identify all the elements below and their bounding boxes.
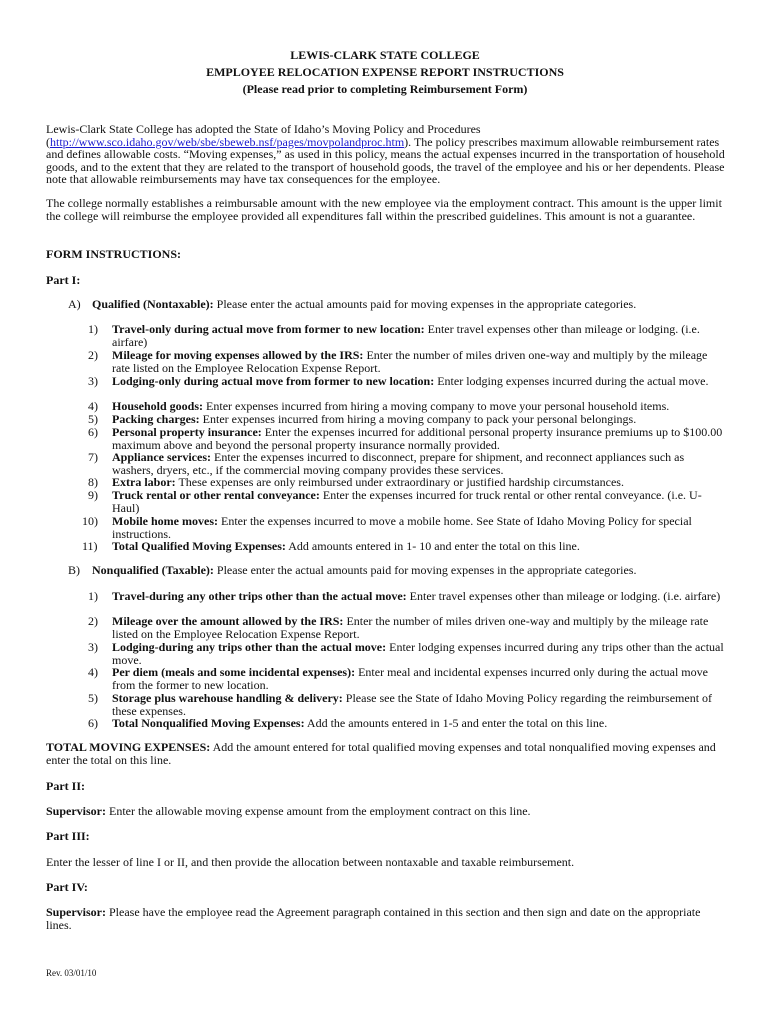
qualified-item-title: Extra labor: <box>112 475 176 489</box>
qualified-item <box>112 540 727 553</box>
moving-policy-link[interactable]: http://www.sco.idaho.gov/web/sbe/sbeweb.nsf/pages/movpolandproc.htm <box>50 134 405 149</box>
intro-text-a: Lewis-Clark State College has adopted the State of Idaho’s Moving Policy and Procedures ( <box>46 122 481 149</box>
qualified-item-title: Personal property insurance: <box>112 425 262 439</box>
qualified-item-number: 9) <box>88 488 98 502</box>
total-bold: TOTAL MOVING EXPENSES: <box>46 740 211 754</box>
qualified-item <box>112 476 727 489</box>
qualified-item-title: Packing charges: <box>112 412 200 426</box>
qualified-item-desc: Enter the expenses incurred for additional personal property insurance premiums up to $100.00 maximum above and beyond the personal property insurance normally provided. <box>112 425 723 452</box>
qualified-item-desc: Enter expenses incurred from hiring a moving company to move your personal household items. <box>203 399 670 413</box>
section-b-text <box>92 564 722 577</box>
section-a-desc: Please enter the actual amounts paid for moving expenses in the appropriate categories. <box>213 297 637 311</box>
form-instructions-heading: FORM INSTRUCTIONS: <box>46 247 182 261</box>
qualified-item-number: 5) <box>88 412 98 426</box>
qualified-item-desc: Enter the expenses incurred to disconnect, prepare for shipment, and reconnect appliances such as washers, dryers, etc., if the commercial moving company provides these services. <box>112 450 685 477</box>
qualified-item-number: 4) <box>88 399 98 413</box>
nonqualified-item-title: Mileage over the amount allowed by the IRS: <box>112 614 344 628</box>
nonqualified-item <box>112 666 727 691</box>
document-subtitle: (Please read prior to completing Reimbursement Form) <box>242 82 528 96</box>
part4-text <box>46 906 728 931</box>
revision-date: Rev. 03/01/10 <box>46 968 97 978</box>
qualified-item-desc: Enter the expenses incurred for truck rental or other rental conveyance. (i.e. U-Haul) <box>112 488 702 515</box>
qualified-item-number: 1) <box>88 322 98 336</box>
part2-desc: Enter the allowable moving expense amount from the employment contract on this line. <box>106 804 531 818</box>
qualified-item <box>112 413 727 426</box>
qualified-item <box>112 349 727 374</box>
nonqualified-item-desc: Add the amounts entered in 1-5 and enter the total on this line. <box>304 716 608 730</box>
total-text: Add the amount entered for total qualified moving expenses and total nonqualified moving expenses and enter the total on this line. <box>46 740 716 767</box>
part4-bold: Supervisor: <box>46 905 106 919</box>
intro-paragraph-1 <box>46 123 728 186</box>
part4-heading: Part IV: <box>46 880 88 894</box>
nonqualified-item <box>112 692 727 717</box>
part3-heading: Part III: <box>46 829 90 843</box>
qualified-item <box>112 375 727 388</box>
part2-heading: Part II: <box>46 779 85 793</box>
section-b-bold: Nonqualified (Taxable): <box>92 563 214 577</box>
nonqualified-item-title: Travel-during any other trips other than the actual move: <box>112 589 407 603</box>
section-a-bold: Qualified (Nontaxable): <box>92 297 214 311</box>
qualified-item <box>112 400 727 413</box>
qualified-item-title: Total Qualified Moving Expenses: <box>112 539 286 553</box>
qualified-item-title: Travel-only during actual move from former to new location: <box>112 322 425 336</box>
qualified-item-title: Mobile home moves: <box>112 514 218 528</box>
nonqualified-item-title: Total Nonqualified Moving Expenses: <box>112 716 305 730</box>
qualified-item-title: Household goods: <box>112 399 204 413</box>
qualified-item <box>112 515 727 540</box>
section-a-text <box>92 298 722 311</box>
qualified-item-number: 10) <box>82 514 98 528</box>
qualified-item <box>112 426 727 451</box>
qualified-item-desc: Enter the number of miles driven one-way and multiply by the mileage rate listed on the Employee Relocation Expense Report. <box>112 348 708 375</box>
qualified-item-title: Mileage for moving expenses allowed by the IRS: <box>112 348 364 362</box>
total-moving-expenses <box>46 741 728 766</box>
nonqualified-item-desc: Please see the State of Idaho Moving Policy regarding the reimbursement of these expenses. <box>112 691 713 718</box>
nonqualified-item-title: Lodging-during any trips other than the actual move: <box>112 640 387 654</box>
qualified-item-desc: Enter travel expenses other than mileage or lodging. (i.e. airfare) <box>112 322 700 349</box>
nonqualified-item <box>112 590 727 603</box>
nonqualified-item-number: 2) <box>88 614 98 628</box>
nonqualified-item-desc: Enter the number of miles driven one-way and multiply by the mileage rate listed on the Employee Relocation Expense Report. <box>112 614 709 641</box>
qualified-item-title: Appliance services: <box>112 450 211 464</box>
section-b-label: B) <box>68 563 80 577</box>
qualified-item-number: 11) <box>82 539 98 553</box>
nonqualified-item-number: 6) <box>88 716 98 730</box>
qualified-item-number: 8) <box>88 475 98 489</box>
college-title: LEWIS-CLARK STATE COLLEGE <box>290 48 480 62</box>
nonqualified-item-number: 4) <box>88 665 98 679</box>
section-a-label: A) <box>68 297 81 311</box>
nonqualified-item-title: Per diem (meals and some incidental expenses): <box>112 665 356 679</box>
document-title: EMPLOYEE RELOCATION EXPENSE REPORT INSTRUCTIONS <box>206 65 564 79</box>
qualified-item-desc: These expenses are only reimbursed under extraordinary or justified hardship circumstances. <box>175 475 624 489</box>
qualified-item-number: 6) <box>88 425 98 439</box>
qualified-item <box>112 323 727 348</box>
qualified-item-desc: Add amounts entered in 1- 10 and enter the total on this line. <box>285 539 580 553</box>
qualified-item-desc: Enter the expenses incurred to move a mobile home. See State of Idaho Moving Policy for special instructions. <box>112 514 692 541</box>
nonqualified-item-desc: Enter travel expenses other than mileage or lodging. (i.e. airfare) <box>406 589 721 603</box>
section-b-desc: Please enter the actual amounts paid for moving expenses in the appropriate categories. <box>213 563 637 577</box>
qualified-item-number: 7) <box>88 450 98 464</box>
nonqualified-item-desc: Enter lodging expenses incurred during any trips other than the actual move. <box>112 640 724 667</box>
qualified-item <box>112 489 727 514</box>
qualified-item-number: 2) <box>88 348 98 362</box>
intro-text-b: ). The policy prescribes maximum allowable reimbursement rates and defines allowable costs. “Moving expenses,” as used in this policy, means the actual expenses incurred in the transportation of household goods, and to the extent that they are related to the transport of household goods, the travel of the employee and his or her dependents. Please note that allowable reimbursements may have tax consequences for the employee. <box>46 134 725 187</box>
qualified-item-number: 3) <box>88 374 98 388</box>
nonqualified-item-title: Storage plus warehouse handling & delivery: <box>112 691 343 705</box>
qualified-item-title: Lodging-only during actual move from former to new location: <box>112 374 435 388</box>
qualified-item-desc: Enter lodging expenses incurred during the actual move. <box>434 374 709 388</box>
qualified-item-title: Truck rental or other rental conveyance: <box>112 488 320 502</box>
intro-paragraph-2: The college normally establishes a reimbursable amount with the new employee via the employment contract. This amount is the upper limit the college will reimburse the employee provided all expenditures fall within the prescribed guidelines. This amount is not a guarantee. <box>46 196 722 223</box>
nonqualified-item-desc: Enter meal and incidental expenses incurred only during the actual move from the former to new location. <box>112 665 708 692</box>
part1-heading: Part I: <box>46 273 81 287</box>
nonqualified-item-number: 1) <box>88 589 98 603</box>
nonqualified-item-number: 5) <box>88 691 98 705</box>
part4-desc: Please have the employee read the Agreement paragraph contained in this section and then sign and date on the appropriate lines. <box>46 905 701 932</box>
part2-text <box>46 805 728 818</box>
qualified-item-desc: Enter expenses incurred from hiring a moving company to pack your personal belongings. <box>199 412 637 426</box>
nonqualified-item <box>112 717 727 730</box>
qualified-item <box>112 451 727 476</box>
nonqualified-item <box>112 641 727 666</box>
nonqualified-item-number: 3) <box>88 640 98 654</box>
part3-text: Enter the lesser of line I or II, and then provide the allocation between nontaxable and taxable reimbursement. <box>46 855 575 869</box>
part2-bold: Supervisor: <box>46 804 106 818</box>
nonqualified-item <box>112 615 727 640</box>
